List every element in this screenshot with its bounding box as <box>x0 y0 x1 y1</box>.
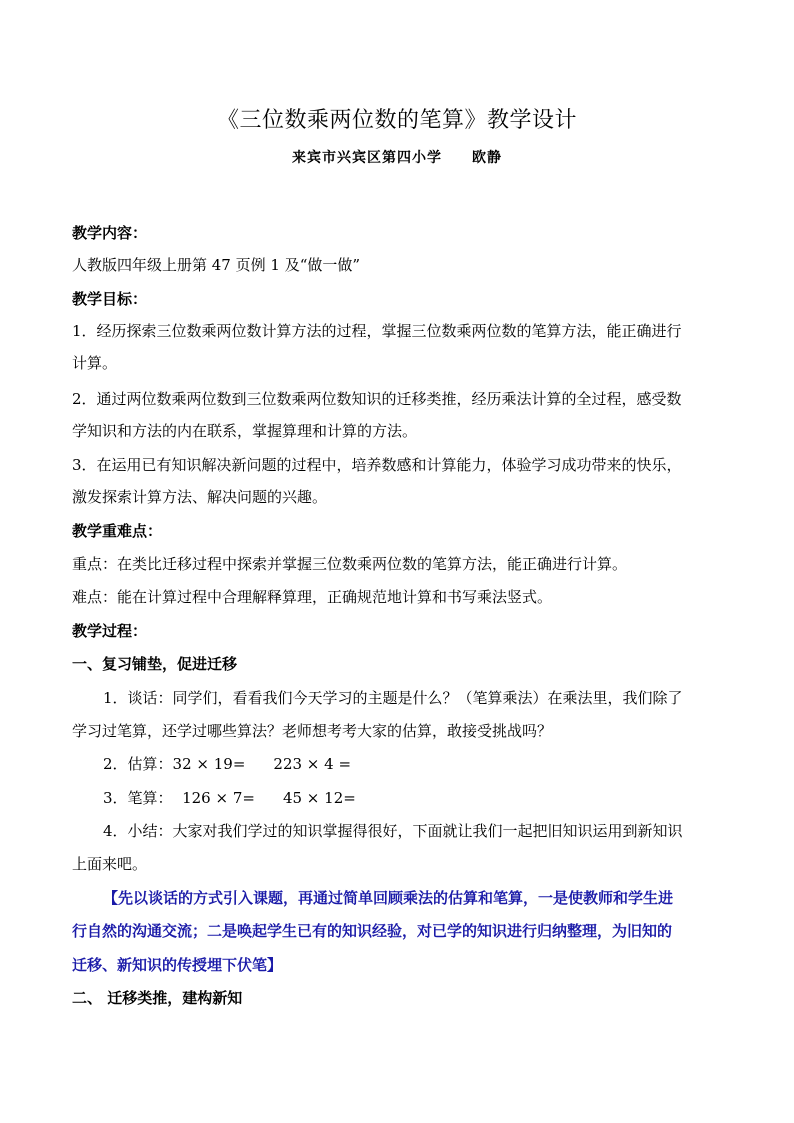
step-3-expr-1: 126 × 7= <box>182 789 255 807</box>
step-2-expr-2: 223 × 4 = <box>273 755 352 773</box>
step-2-label: 2．估算： <box>103 755 173 773</box>
goal-3-line-1: 3．在运用已有知识解决新问题的过程中，培养数感和计算能力，体验学习成功带来的快乐， <box>72 456 682 474</box>
step-2-expr-1: 32 × 19= <box>172 755 246 773</box>
step-3-written-calc <box>103 788 763 808</box>
design-note-line-2: 行自然的沟通交流；二是唤起学生已有的知识经验，对已学的知识进行归纳整理，为旧知的 <box>72 922 673 940</box>
step-4-line-2: 上面来吧。 <box>72 855 148 873</box>
goal-1-line-1: 1．经历探索三位数乘两位数计算方法的过程，掌握三位数乘两位数的笔算方法，能正确进行 <box>72 322 682 340</box>
author-name: 欧静 <box>472 150 502 166</box>
part-1-heading: 一、复习铺垫，促进迁移 <box>72 655 238 673</box>
step-4-line-1: 4．小结：大家对我们学过的知识掌握得很好，下面就让我们一起把旧知识运用到新知识 <box>103 822 683 840</box>
keypoints-heading: 教学重难点： <box>72 522 163 540</box>
author-line <box>0 147 794 167</box>
part-2-heading: 二、 迁移类推，建构新知 <box>72 989 243 1007</box>
step-1-line-1: 1．谈话：同学们，看看我们今天学习的主题是什么？（笔算乘法）在乘法里，我们除了 <box>103 689 683 707</box>
goal-3-line-2: 激发探索计算方法、解决问题的兴趣。 <box>72 488 328 506</box>
goal-1-line-2: 计算。 <box>72 354 118 372</box>
design-note-line-3: 迁移、新知识的传授埋下伏笔】 <box>72 956 283 974</box>
step-3-label: 3．笔算： <box>103 789 173 807</box>
step-1-line-2: 学习过笔算，还学过哪些算法？老师想考考大家的估算，敢接受挑战吗？ <box>72 722 553 740</box>
step-2-estimation <box>103 754 763 774</box>
goal-2-line-2: 学知识和方法的内在联系，掌握算理和计算的方法。 <box>72 422 418 440</box>
content-text: 人教版四年级上册第 47 页例 1 及“做一做” <box>72 256 361 274</box>
content-heading: 教学内容： <box>72 224 148 242</box>
keypoint-text: 重点：在类比迁移过程中探索并掌握三位数乘两位数的笔算方法，能正确进行计算。 <box>72 555 628 573</box>
design-note-line-1: 【先以谈话的方式引入课题，再通过简单回顾乘法的估算和笔算，一是使教师和学生进 <box>103 889 674 907</box>
step-3-expr-2: 45 × 12= <box>282 789 356 807</box>
difficulty-text: 难点：能在计算过程中合理解释算理，正确规范地计算和书写乘法竖式。 <box>72 588 553 606</box>
process-heading: 教学过程： <box>72 622 148 640</box>
goals-heading: 教学目标： <box>72 290 148 308</box>
goal-2-line-1: 2．通过两位数乘两位数到三位数乘两位数知识的迁移类推，经历乘法计算的全过程，感受数 <box>72 390 682 408</box>
document-title: 《三位数乘两位数的笔算》教学设计 <box>216 108 577 133</box>
author-school: 来宾市兴宾区第四小学 <box>292 150 442 166</box>
